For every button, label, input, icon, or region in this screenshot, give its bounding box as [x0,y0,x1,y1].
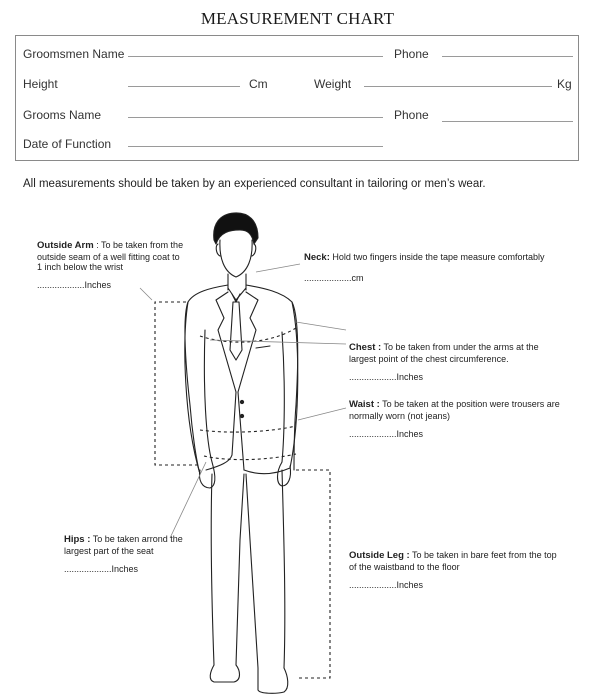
neck-blank[interactable]: ...................cm [304,273,364,283]
height-label: Height [23,77,58,91]
suit-figure-illustration [0,200,595,698]
leg-dashed-guide [296,470,330,678]
phone-label: Phone [394,108,429,122]
outside-arm-title: Outside Arm [37,240,94,251]
waist-blank[interactable]: ...................Inches [349,429,424,439]
details-form [15,35,579,161]
hips-annotation [64,534,204,556]
neck-text: Hold two fingers inside the tape measure comfortably [332,252,545,262]
chest-blank[interactable]: ...................Inches [349,372,424,382]
neck-title: Neck: [304,252,330,263]
chest-title: Chest : [349,342,382,353]
outside-arm-blank[interactable]: ...................Inches [37,280,112,290]
waist-dashed-line [200,426,296,432]
outside-leg-blank[interactable]: ...................Inches [349,580,424,590]
instruction-note: All measurements should be taken by an experienced consultant in tailoring or men’s wear. [23,178,486,190]
height-unit: Cm [249,77,268,91]
weight-field[interactable] [364,86,552,87]
waist-title: Waist : [349,399,380,410]
date-of-function-field[interactable] [128,146,383,147]
hips-text: To be taken arrond the largest part of the seat [64,534,183,556]
chest-annotation [349,342,564,364]
groomsmen-phone-field[interactable] [442,56,573,57]
height-field[interactable] [128,86,240,87]
date-of-function-label: Date of Function [23,137,112,151]
groomsmen-name-label: Groomsmen Name [23,47,125,61]
weight-unit: Kg [557,77,572,91]
hips-blank[interactable]: ...................Inches [64,564,139,574]
groomsmen-name-field[interactable] [128,56,383,57]
hips-title: Hips : [64,534,91,545]
grooms-name-label: Grooms Name [23,108,102,122]
face [220,240,252,277]
hair [214,213,258,244]
outside-arm-text: : To be taken from the outside seam of a well fitting coat to 1 inch below the wrist [37,240,184,272]
outside-leg-annotation [349,550,564,572]
waist-text: To be taken at the position were trousers are normally worn (not jeans) [349,399,560,421]
waist-annotation [349,399,564,421]
page-title: MEASUREMENT CHART [200,9,395,28]
outside-leg-title: Outside Leg : [349,550,410,561]
weight-label: Weight [314,77,352,91]
phone-label: Phone [394,47,429,61]
neck-annotation [304,252,574,264]
grooms-phone-field[interactable] [442,121,573,122]
outside-arm-annotation [37,240,187,273]
chest-text: To be taken from under the arms at the largest point of the chest circumference. [349,342,539,364]
outside-leg-text: To be taken in bare feet from the top of the waistband to the floor [349,550,557,572]
grooms-name-field[interactable] [128,117,383,118]
